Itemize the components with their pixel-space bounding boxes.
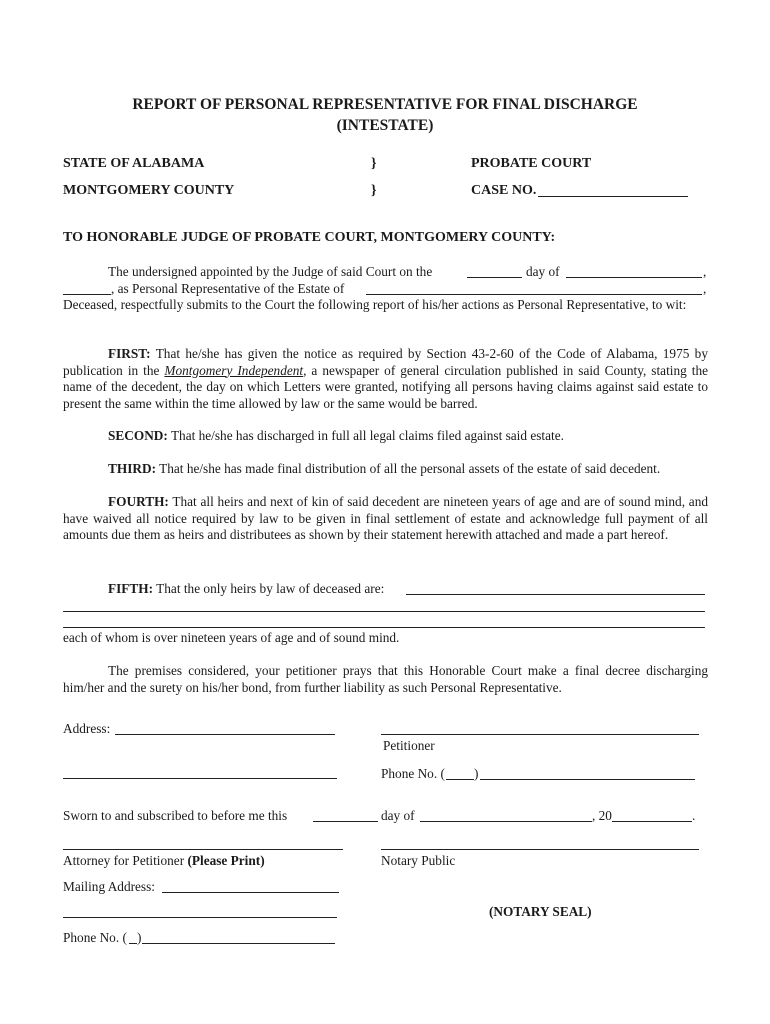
fourth-paragraph: FOURTH: That all heirs and next of kin of said decedent are nineteen years of age and are of sound mind, and have waived all notice required by law to be given in final settlement of estate and acknowledge full payment of all amounts due them as heirs and distributees as shown by their statement herewith attached and made a part hereof. <box>63 494 708 542</box>
phone2-number-field[interactable] <box>142 943 335 944</box>
heirs-field-3[interactable] <box>63 627 705 628</box>
phone2-area-code-field[interactable] <box>129 943 137 944</box>
mailing-address-field[interactable] <box>162 892 339 893</box>
state-label: STATE OF ALABAMA <box>63 156 205 171</box>
intro-day-of: day of <box>526 264 560 279</box>
fifth-closing: each of whom is over nineteen years of age and of sound mind. <box>63 630 400 645</box>
petitioner-label: Petitioner <box>383 738 435 753</box>
sworn-day-of: day of <box>381 808 415 823</box>
sworn-month-field[interactable] <box>420 821 592 822</box>
court-label: PROBATE COURT <box>471 156 592 171</box>
premises-paragraph: The premises considered, your petitioner prays that this Honorable Court make a final decree discharging him/her and the surety on his/her bond, from further liability as such Personal Representative. <box>63 663 708 695</box>
fifth-paragraph: FIFTH: That the only heirs by law of deceased are: <box>108 581 385 596</box>
phone2-label: Phone No. ( <box>63 930 127 945</box>
notary-seal-label: (NOTARY SEAL) <box>489 904 592 919</box>
document-title: REPORT OF PERSONAL REPRESENTATIVE FOR FINAL DISCHARGE <box>132 96 638 113</box>
appointment-year-field[interactable] <box>63 294 111 295</box>
appointment-month-field[interactable] <box>566 277 702 278</box>
brace-1: } <box>371 156 377 171</box>
decedent-name-field[interactable] <box>366 294 702 295</box>
sworn-text: Sworn to and subscribed to before me this <box>63 808 288 823</box>
case-number-field[interactable] <box>538 196 688 197</box>
newspaper-name: Montgomery Independent <box>164 362 304 378</box>
brace-2: } <box>371 183 377 198</box>
phone-area-code-field[interactable] <box>446 779 474 780</box>
first-label: FIRST: <box>108 346 151 361</box>
sworn-year-field[interactable] <box>612 821 692 822</box>
appointment-date-field[interactable] <box>467 277 522 278</box>
notary-public-label: Notary Public <box>381 853 456 868</box>
fourth-label: FOURTH: <box>108 494 169 509</box>
third-paragraph: THIRD: That he/she has made final distribution of all the personal assets of the estate of said decedent. <box>108 461 661 476</box>
sworn-year-prefix: , 20 <box>592 808 612 823</box>
address-label: Address: <box>63 721 111 736</box>
third-label: THIRD: <box>108 461 157 476</box>
address-field[interactable] <box>115 734 335 735</box>
phone-label: Phone No. ( <box>381 766 445 781</box>
intro-estate-of: , as Personal Representative of the Estate of <box>111 281 345 296</box>
attorney-name-field[interactable] <box>63 849 343 850</box>
document-subtitle: (INTESTATE) <box>336 117 434 134</box>
heirs-field-2[interactable] <box>63 611 705 612</box>
attorney-label: Attorney for Petitioner (Please Print) <box>63 853 265 868</box>
mailing-address-label: Mailing Address: <box>63 879 155 894</box>
petitioner-signature-field[interactable] <box>381 734 699 735</box>
fifth-label: FIFTH: <box>108 581 154 596</box>
heirs-field-1[interactable] <box>406 594 705 595</box>
phone-number-field[interactable] <box>480 779 695 780</box>
notary-signature-field[interactable] <box>381 849 699 850</box>
please-print-note: (Please Print) <box>187 853 265 868</box>
intro-text-1: The undersigned appointed by the Judge of said Court on the <box>108 264 433 279</box>
sworn-day-field[interactable] <box>313 821 378 822</box>
address-field-2[interactable] <box>63 778 337 779</box>
county-label: MONTGOMERY COUNTY <box>63 183 235 198</box>
second-label: SECOND: <box>108 428 168 443</box>
first-paragraph: FIRST: That he/she has given the notice as required by Section 43-2-60 of the Code of Alabama, 1975 by publication in the Montgomery Independent, a newspaper of general circulation published in said County, stating the name of the decedent, the day on which Letters were granted, notifying all persons having claims against said estate to present the same within the time allowed by law or the same would be barred. <box>63 346 708 411</box>
addressee: TO HONORABLE JUDGE OF PROBATE COURT, MONTGOMERY COUNTY: <box>63 230 556 245</box>
intro-text-2: Deceased, respectfully submits to the Court the following report of his/her actions as Personal Representative, to wit: <box>63 297 687 312</box>
case-number-label: CASE NO. <box>471 183 537 198</box>
second-paragraph: SECOND: That he/she has discharged in full all legal claims filed against said estate. <box>108 428 564 443</box>
mailing-address-field-2[interactable] <box>63 917 337 918</box>
